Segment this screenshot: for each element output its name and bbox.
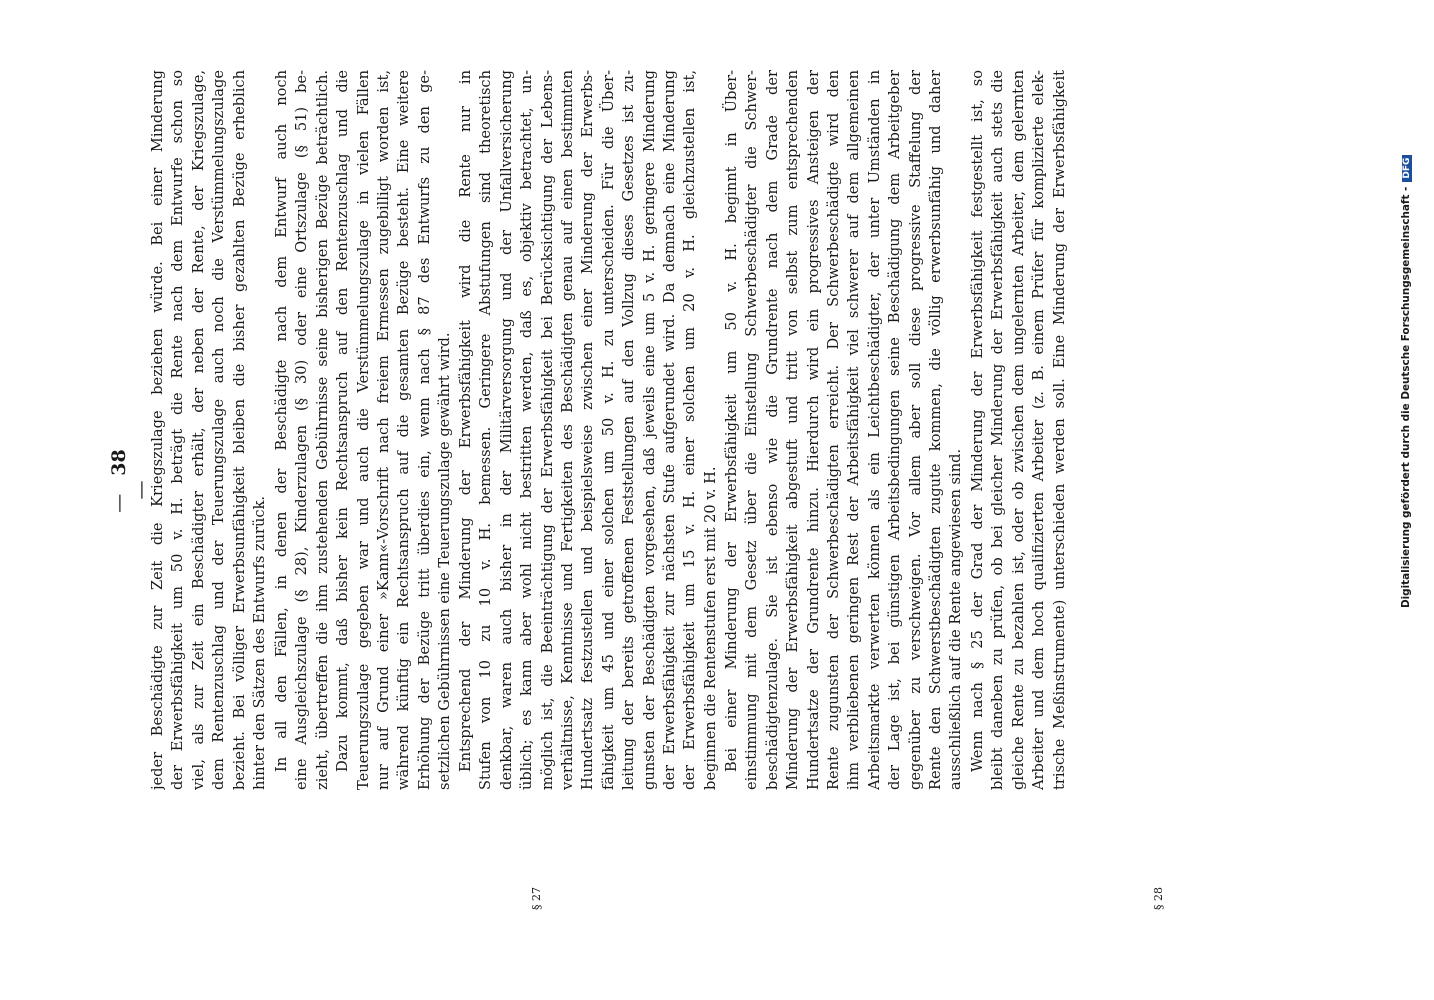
text-line: verhältnisse, Kenntnisse und Fertigkeiten des Beschädigten genau auf einen bestimmten [558,70,576,790]
text-line: hinter den Sätzen des Entwurfs zurück. [250,495,268,790]
text-line: beginnen die Rentenstufen erst mit 20 v. H. [701,466,719,790]
text-line: setzlichen Gebührnissen eine Teuerungszulage gewährt wird. [436,332,454,790]
text-line: Wenn nach § 25 der Grad der Minderung der Erwerbsfähigkeit festgestellt ist, so [969,70,986,772]
text-line: Bei einer Minderung der Erwerbsfähigkeit um 50 v. H. beginnt in Über- [723,70,740,772]
text-line: Arbeiter und dem hoch qualifizierten Arbeiter (z. B. einem Prüfer für komplizierte elek- [1030,70,1048,790]
text-line: Minderung der Erwerbsfähigkeit abgestuft und tritt von selbst zum entsprechenden [784,70,802,790]
text-line: beschädigtenzulage. Sie ist ebenso wie die Grundrente nach dem Grade der [763,70,781,790]
digitization-stamp [1400,8,1412,608]
text-line: fähigkeit um 45 und einer solchen um 50 v. H. zu unterscheiden. Für die Über- [599,70,617,790]
text-line: dem Rentenzuschlag und der Teuerungszulage auch noch die Verstümmelungszulage [210,70,228,790]
text-line: der Lage ist, bei günstigen Arbeitsbedingungen seine Beschädigung dem Arbeitgeber [886,70,904,790]
text-line: gleiche Rente zu bezahlen ist, oder ob zwischen dem ungelernten Arbeiter, dem gelernten [1009,70,1027,790]
paragraph-3 [456,70,721,790]
text-line: während künftig ein Rechtsanspruch auf die gesamten Bezüge besteht. Eine weitere [395,70,413,790]
text-line: Rente zugunsten der Schwerbeschädigten erreicht. Der Schwerbeschädigte wird den [824,70,842,790]
text-line: Rente den Schwerstbeschädigten zugute kommen, die völlig erwerbsunfähig und daher [926,70,944,790]
text-line: Stufen von 10 zu 10 v. H. bemessen. Geringere Abstufungen sind theoretisch [477,70,495,790]
text-line: bleibt daneben zu prüfen, ob bei gleicher Minderung der Erwerbsfähigkeit auch stets die [989,70,1007,790]
section-mark-28: § 28 [1152,887,1165,910]
page-number [108,440,152,540]
page-number-dash-right: — [130,480,152,500]
text-line: jeder Beschädigte zur Zeit die Kriegszulage beziehen würde. Bei einer Minderung [149,70,166,790]
digitization-stamp-text: Digitalisierung gefördert durch die Deutsche Forschungsgemeinschaft - [1400,186,1412,608]
text-line: trische Meßinstrumente) unterschieden werden soll. Eine Minderung der Erwerbsfähigkeit [1050,70,1068,790]
page-number-dash-left: — [108,493,130,513]
text-line: der Erwerbsfähigkeit um 15 v. H. einer solchen um 20 v. H. gleichzustellen ist, [681,70,699,790]
text-line: In all den Fällen, in denen der Beschädigte nach dem Entwurf auch noch [273,70,290,772]
text-line: bezieht. Bei völliger Erwerbsunfähigkeit bleiben die bisher gezahlten Bezüge erheblich [230,70,248,790]
paragraph-2 [272,70,456,790]
text-line: gunsten der Beschädigten vorgesehen, daß jeweils eine um 5 v. H. geringere Minderung [640,70,658,790]
text-line: nur auf Grund einer »Kann«-Vorschrift nach freiem Ermessen zugebilligt worden ist, [374,70,392,790]
text-line: möglich ist, die Beeinträchtigung der Erwerbsfähigkeit bei Berücksichtigung der Lebens- [538,70,556,790]
text-line: der Erwerbsfähigkeit um 50 v. H. beträgt die Rente nach dem Entwurfe schon so [169,70,187,790]
text-line: ihm verbliebenen geringen Rest der Arbeitsfähigkeit viel schwerer auf dem allgemeinen [845,70,863,790]
text-line: leitung der bereits getroffenen Feststellungen auf den Vollzug dieses Gesetzes ist zu- [620,70,638,790]
text-line: ausschließlich auf die Rente angewiesen sind. [947,448,965,790]
dfg-logo: DFG [1402,155,1412,182]
text-line: einstimmung mit dem Gesetz über die Einstellung Schwerbeschädigter die Schwer- [743,70,761,790]
text-line: Dazu kommt, daß bisher kein Rechtsanspruch auf den Rentenzuschlag und die [334,70,352,772]
page-number-value: 38 [108,449,130,476]
text-line: gegenüber zu verschweigen. Vor allem aber soll diese progressive Staffelung der [906,70,924,790]
text-line: üblich; es kann aber wohl nicht bestritten werden, daß es, objektiv betrachtet, un- [518,70,536,790]
paragraph-5 [968,70,1070,790]
text-line: Hundertsatze der Grundrente hinzu. Hierdurch wird ein progressives Ansteigen der [804,70,822,790]
text-line: Hundertsatz festzustellen und beispielsweise zwischen einer Minderung der Erwerbs- [579,70,597,790]
text-line: Arbeitsmarkte verwerten können als ein Leichtbeschädigter, der unter Umständen in [865,70,883,790]
text-line: denkbar, waren auch bisher in der Militärversorgung und der Unfallversicherung [497,70,515,790]
text-line: der Erwerbsfähigkeit zur nächsten Stufe aufgerundet wird. Da demnach eine Minderung [660,70,678,790]
paragraph-1 [148,70,270,790]
paragraph-4 [722,70,967,790]
text-line: Entsprechend der Minderung der Erwerbsfähigkeit wird die Rente nur in [457,70,474,772]
text-line: Erhöhung der Bezüge tritt überdies ein, wenn nach § 87 des Entwurfs zu den ge- [415,70,433,790]
text-line: eine Ausgleichszulage (§ 28), Kinderzulagen (§ 30) oder eine Ortszulage (§ 51) be- [293,70,311,790]
text-line: zieht, übertreffen die ihm zustehenden Gebührnisse seine bisherigen Bezüge beträchtlich. [313,70,331,790]
text-line: viel, als zur Zeit ein Beschädigter erhält, der neben der Rente, der Kriegszulage, [189,70,207,790]
text-line: Teuerungszulage gegeben war und auch die Verstümmelungszulage in vielen Fällen [354,70,372,790]
section-mark-27: § 27 [530,887,543,910]
